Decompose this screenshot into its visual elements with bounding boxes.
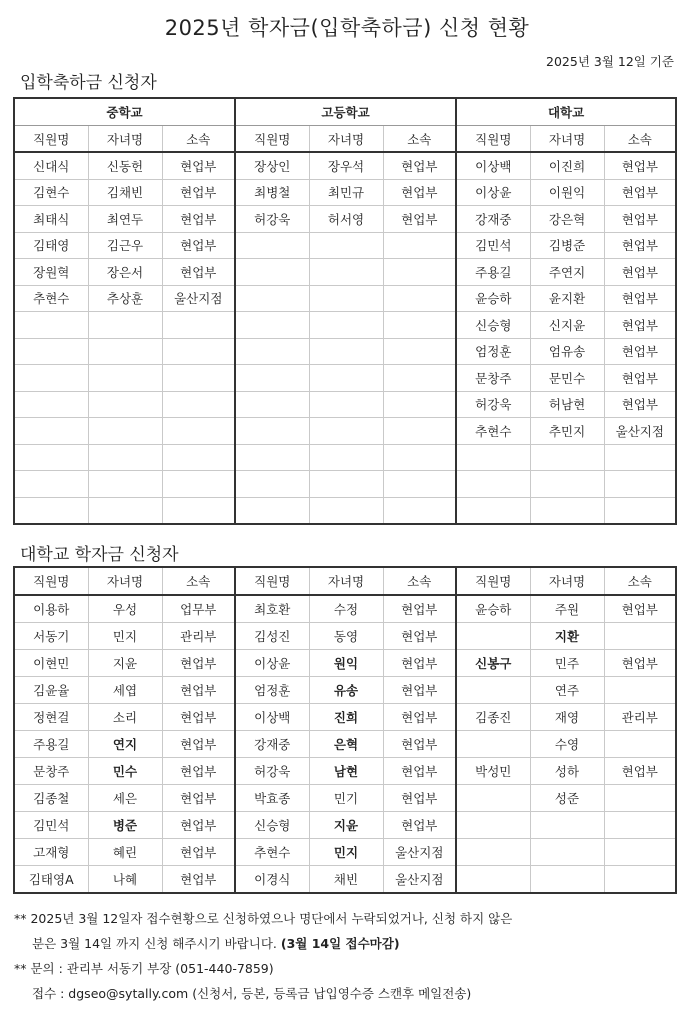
employee-name-cell <box>14 312 88 339</box>
child-name-cell: 우성 <box>88 595 162 623</box>
header-department: 소속 <box>383 126 456 153</box>
child-name-cell: 최연두 <box>88 206 162 233</box>
department-cell: 울산지점 <box>383 839 456 866</box>
employee-name-cell: 이현민 <box>14 650 88 677</box>
department-cell: 현업부 <box>604 152 676 179</box>
table-row <box>14 444 676 471</box>
child-name-cell: 지환 <box>530 623 604 650</box>
child-name-cell: 강은혁 <box>530 206 604 233</box>
employee-name-cell <box>235 471 309 498</box>
table-row <box>14 259 676 286</box>
header-employee: 직원명 <box>14 567 88 595</box>
department-cell: 현업부 <box>162 758 235 785</box>
department-cell <box>162 312 235 339</box>
employee-name-cell <box>14 391 88 418</box>
header-department: 소속 <box>604 567 676 595</box>
child-name-cell: 신동헌 <box>88 152 162 179</box>
table-row <box>14 152 676 179</box>
note-line-3: ** 문의 : 관리부 서동기 부장 (051-440-7859) <box>14 961 274 976</box>
department-cell: 현업부 <box>604 312 676 339</box>
employee-name-cell <box>14 338 88 365</box>
section-admission-title: 입학축하금 신청자 <box>20 73 157 93</box>
employee-name-cell <box>14 497 88 524</box>
department-cell: 현업부 <box>162 152 235 179</box>
employee-name-cell: 박효종 <box>235 785 309 812</box>
employee-name-cell: 장상인 <box>235 152 309 179</box>
department-cell: 현업부 <box>162 704 235 731</box>
child-name-cell: 이원익 <box>530 179 604 206</box>
employee-name-cell: 문창주 <box>456 365 530 392</box>
employee-name-cell: 서동기 <box>14 623 88 650</box>
department-cell: 현업부 <box>383 152 456 179</box>
child-name-cell: 혜린 <box>88 839 162 866</box>
child-name-cell <box>88 471 162 498</box>
employee-name-cell <box>456 497 530 524</box>
department-cell <box>383 471 456 498</box>
child-name-cell <box>530 471 604 498</box>
employee-name-cell <box>235 232 309 259</box>
department-cell: 현업부 <box>162 677 235 704</box>
child-name-cell: 재영 <box>530 704 604 731</box>
group-high-school: 고등학교 <box>235 98 456 126</box>
child-name-cell <box>530 497 604 524</box>
department-cell <box>383 444 456 471</box>
department-cell: 현업부 <box>162 259 235 286</box>
department-cell: 울산지점 <box>604 418 676 445</box>
department-cell: 현업부 <box>604 259 676 286</box>
department-cell <box>604 866 676 894</box>
department-cell: 현업부 <box>383 206 456 233</box>
header-employee: 직원명 <box>14 126 88 153</box>
child-name-cell: 유송 <box>309 677 383 704</box>
page-title: 2025년 학자금(입학축하금) 신청 현황 <box>164 16 530 40</box>
table-row <box>14 338 676 365</box>
child-name-cell: 진희 <box>309 704 383 731</box>
header-employee: 직원명 <box>456 567 530 595</box>
child-name-cell <box>309 471 383 498</box>
tuition-table <box>13 566 677 894</box>
department-cell <box>383 418 456 445</box>
table-row <box>14 704 676 731</box>
child-name-cell <box>88 497 162 524</box>
employee-name-cell: 윤승하 <box>456 285 530 312</box>
employee-name-cell: 신봉구 <box>456 650 530 677</box>
department-cell <box>604 731 676 758</box>
department-cell: 현업부 <box>383 677 456 704</box>
employee-name-cell: 엄정훈 <box>235 677 309 704</box>
child-name-cell: 주원 <box>530 595 604 623</box>
child-name-cell: 연주 <box>530 677 604 704</box>
header-department: 소속 <box>604 126 676 153</box>
employee-name-cell: 이상백 <box>235 704 309 731</box>
department-cell: 현업부 <box>383 731 456 758</box>
child-name-cell: 주연지 <box>530 259 604 286</box>
table-row <box>14 206 676 233</box>
header-department: 소속 <box>162 567 235 595</box>
child-name-cell: 민지 <box>88 623 162 650</box>
department-cell: 현업부 <box>162 206 235 233</box>
employee-name-cell: 강재중 <box>456 206 530 233</box>
department-cell: 현업부 <box>604 206 676 233</box>
note-line-4: 접수 : dgseo@sytally.com (신청서, 등본, 등록금 납입영수증 스캔후 메일전송) <box>32 986 472 1001</box>
department-cell: 현업부 <box>383 650 456 677</box>
employee-name-cell: 김성진 <box>235 623 309 650</box>
child-name-cell: 문민수 <box>530 365 604 392</box>
employee-name-cell: 신승형 <box>235 812 309 839</box>
notes <box>14 906 684 1006</box>
header-child: 자녀명 <box>88 567 162 595</box>
department-cell: 현업부 <box>604 232 676 259</box>
child-name-cell <box>309 312 383 339</box>
table-row <box>14 365 676 392</box>
table-row <box>14 785 676 812</box>
table-row <box>14 758 676 785</box>
department-cell <box>604 471 676 498</box>
employee-name-cell: 허강욱 <box>235 206 309 233</box>
child-name-cell: 김근우 <box>88 232 162 259</box>
header-department: 소속 <box>162 126 235 153</box>
child-name-cell <box>309 497 383 524</box>
table-row <box>14 285 676 312</box>
child-name-cell: 김채빈 <box>88 179 162 206</box>
child-name-cell <box>88 418 162 445</box>
employee-name-cell <box>235 444 309 471</box>
department-cell: 현업부 <box>383 595 456 623</box>
employee-name-cell: 김태영A <box>14 866 88 894</box>
department-cell <box>383 285 456 312</box>
child-name-cell: 성하 <box>530 758 604 785</box>
note-line-2 <box>14 931 684 956</box>
employee-name-cell <box>456 731 530 758</box>
department-cell <box>383 338 456 365</box>
table-row <box>14 839 676 866</box>
header-department: 소속 <box>383 567 456 595</box>
note-line-1: ** 2025년 3월 12일자 접수현황으로 신청하였으나 명단에서 누락되었거나, 신청 하지 않은 <box>14 911 513 926</box>
child-name-cell: 엄유송 <box>530 338 604 365</box>
employee-name-cell: 이상윤 <box>456 179 530 206</box>
employee-name-cell <box>456 471 530 498</box>
child-name-cell: 연지 <box>88 731 162 758</box>
child-name-cell: 수정 <box>309 595 383 623</box>
department-cell: 현업부 <box>162 866 235 894</box>
employee-name-cell: 최태식 <box>14 206 88 233</box>
employee-name-cell <box>235 285 309 312</box>
department-cell <box>604 785 676 812</box>
table-row <box>14 391 676 418</box>
table-row <box>14 471 676 498</box>
employee-name-cell <box>235 365 309 392</box>
child-name-cell: 이진희 <box>530 152 604 179</box>
child-name-cell: 허서영 <box>309 206 383 233</box>
header-child: 자녀명 <box>530 126 604 153</box>
table-row <box>14 623 676 650</box>
table-row <box>14 866 676 894</box>
table-row <box>14 595 676 623</box>
department-cell <box>383 232 456 259</box>
employee-name-cell: 허강욱 <box>235 758 309 785</box>
child-name-cell: 민기 <box>309 785 383 812</box>
department-cell: 현업부 <box>383 623 456 650</box>
employee-name-cell: 김종진 <box>456 704 530 731</box>
child-name-cell: 은혁 <box>309 731 383 758</box>
employee-name-cell: 주용길 <box>14 731 88 758</box>
employee-name-cell: 장원혁 <box>14 259 88 286</box>
child-name-cell: 허남현 <box>530 391 604 418</box>
department-cell: 현업부 <box>162 232 235 259</box>
child-name-cell: 채빈 <box>309 866 383 894</box>
department-cell: 현업부 <box>383 785 456 812</box>
header-child: 자녀명 <box>88 126 162 153</box>
table-row <box>14 179 676 206</box>
child-name-cell: 윤지환 <box>530 285 604 312</box>
employee-name-cell <box>235 259 309 286</box>
employee-name-cell: 엄정훈 <box>456 338 530 365</box>
child-name-cell <box>88 444 162 471</box>
child-name-cell <box>530 866 604 894</box>
employee-name-cell <box>235 312 309 339</box>
child-name-cell <box>530 839 604 866</box>
employee-name-cell <box>235 338 309 365</box>
child-name-cell: 장은서 <box>88 259 162 286</box>
employee-name-cell: 강재중 <box>235 731 309 758</box>
employee-name-cell <box>456 866 530 894</box>
employee-name-cell: 김종철 <box>14 785 88 812</box>
note-line-2-text: 분은 3월 14일 까지 신청 해주시기 바랍니다. <box>32 936 281 951</box>
department-cell <box>162 418 235 445</box>
header-child: 자녀명 <box>530 567 604 595</box>
header-child: 자녀명 <box>309 126 383 153</box>
department-cell <box>162 338 235 365</box>
department-cell: 현업부 <box>604 758 676 785</box>
department-cell: 현업부 <box>162 812 235 839</box>
department-cell <box>604 677 676 704</box>
child-name-cell: 소리 <box>88 704 162 731</box>
admission-table <box>13 97 677 525</box>
child-name-cell <box>88 391 162 418</box>
department-cell: 관리부 <box>604 704 676 731</box>
child-name-cell: 동영 <box>309 623 383 650</box>
table-row <box>14 731 676 758</box>
employee-name-cell <box>14 418 88 445</box>
child-name-cell: 나혜 <box>88 866 162 894</box>
employee-name-cell <box>456 677 530 704</box>
child-name-cell: 원익 <box>309 650 383 677</box>
child-name-cell <box>88 338 162 365</box>
child-name-cell: 김병준 <box>530 232 604 259</box>
department-cell: 현업부 <box>162 731 235 758</box>
department-cell: 현업부 <box>604 338 676 365</box>
department-cell: 현업부 <box>162 785 235 812</box>
employee-name-cell: 추현수 <box>14 285 88 312</box>
child-name-cell <box>309 365 383 392</box>
table-row <box>14 418 676 445</box>
child-name-cell: 민지 <box>309 839 383 866</box>
employee-name-cell <box>235 418 309 445</box>
department-cell: 현업부 <box>604 650 676 677</box>
child-name-cell: 추민지 <box>530 418 604 445</box>
child-name-cell: 병준 <box>88 812 162 839</box>
department-cell: 현업부 <box>383 704 456 731</box>
child-name-cell: 세엽 <box>88 677 162 704</box>
employee-name-cell: 고재형 <box>14 839 88 866</box>
department-cell <box>162 497 235 524</box>
department-cell: 현업부 <box>162 650 235 677</box>
department-cell <box>383 497 456 524</box>
child-name-cell: 세은 <box>88 785 162 812</box>
child-name-cell <box>309 418 383 445</box>
child-name-cell <box>309 285 383 312</box>
department-cell <box>604 497 676 524</box>
employee-name-cell <box>235 391 309 418</box>
header-child: 자녀명 <box>309 567 383 595</box>
department-cell <box>162 365 235 392</box>
reference-date: 2025년 3월 12일 기준 <box>546 54 674 69</box>
child-name-cell: 남현 <box>309 758 383 785</box>
child-name-cell: 최민규 <box>309 179 383 206</box>
department-cell: 업무부 <box>162 595 235 623</box>
employee-name-cell: 주용길 <box>456 259 530 286</box>
employee-name-cell: 이용하 <box>14 595 88 623</box>
header-employee: 직원명 <box>456 126 530 153</box>
employee-name-cell <box>456 812 530 839</box>
employee-name-cell: 문창주 <box>14 758 88 785</box>
employee-name-cell: 이상윤 <box>235 650 309 677</box>
department-cell <box>383 391 456 418</box>
department-cell <box>383 365 456 392</box>
child-name-cell: 추상훈 <box>88 285 162 312</box>
deadline-text: (3월 14일 접수마감) <box>280 936 400 951</box>
child-name-cell: 신지윤 <box>530 312 604 339</box>
employee-name-cell: 신승형 <box>456 312 530 339</box>
employee-name-cell <box>14 471 88 498</box>
employee-name-cell <box>456 623 530 650</box>
employee-name-cell: 박성민 <box>456 758 530 785</box>
employee-name-cell: 김윤율 <box>14 677 88 704</box>
child-name-cell <box>88 365 162 392</box>
employee-name-cell: 최병철 <box>235 179 309 206</box>
child-name-cell: 민주 <box>530 650 604 677</box>
table-row <box>14 232 676 259</box>
group-middle-school: 중학교 <box>14 98 235 126</box>
employee-name-cell <box>456 785 530 812</box>
child-name-cell <box>530 444 604 471</box>
employee-name-cell: 김민석 <box>456 232 530 259</box>
department-cell <box>604 623 676 650</box>
department-cell: 현업부 <box>383 812 456 839</box>
department-cell: 관리부 <box>162 623 235 650</box>
department-cell: 현업부 <box>162 179 235 206</box>
child-name-cell: 장우석 <box>309 152 383 179</box>
header-employee: 직원명 <box>235 567 309 595</box>
child-name-cell <box>309 391 383 418</box>
department-cell: 현업부 <box>604 391 676 418</box>
child-name-cell: 지윤 <box>309 812 383 839</box>
child-name-cell: 민수 <box>88 758 162 785</box>
department-cell <box>383 259 456 286</box>
employee-name-cell <box>456 444 530 471</box>
department-cell: 현업부 <box>604 179 676 206</box>
department-cell: 울산지점 <box>162 285 235 312</box>
child-name-cell <box>309 232 383 259</box>
employee-name-cell: 최호환 <box>235 595 309 623</box>
child-name-cell <box>309 259 383 286</box>
department-cell <box>162 471 235 498</box>
department-cell: 현업부 <box>162 839 235 866</box>
child-name-cell: 성준 <box>530 785 604 812</box>
employee-name-cell <box>235 497 309 524</box>
child-name-cell <box>88 312 162 339</box>
employee-name-cell <box>456 839 530 866</box>
department-cell: 현업부 <box>604 365 676 392</box>
table-row <box>14 650 676 677</box>
department-cell: 현업부 <box>604 595 676 623</box>
employee-name-cell: 윤승하 <box>456 595 530 623</box>
child-name-cell <box>530 812 604 839</box>
employee-name-cell: 추현수 <box>456 418 530 445</box>
employee-name-cell: 김민석 <box>14 812 88 839</box>
department-cell: 현업부 <box>383 758 456 785</box>
employee-name-cell <box>14 365 88 392</box>
table-row <box>14 812 676 839</box>
employee-name-cell: 추현수 <box>235 839 309 866</box>
table-row <box>14 312 676 339</box>
department-cell <box>383 312 456 339</box>
department-cell: 현업부 <box>383 179 456 206</box>
department-cell: 울산지점 <box>383 866 456 894</box>
employee-name-cell: 김태영 <box>14 232 88 259</box>
child-name-cell <box>309 444 383 471</box>
department-cell <box>604 812 676 839</box>
department-cell <box>604 444 676 471</box>
child-name-cell: 지윤 <box>88 650 162 677</box>
department-cell <box>604 839 676 866</box>
table-row <box>14 677 676 704</box>
section-tuition-title: 대학교 학자금 신청자 <box>20 545 179 565</box>
group-university: 대학교 <box>456 98 676 126</box>
employee-name-cell: 이상백 <box>456 152 530 179</box>
child-name-cell: 수영 <box>530 731 604 758</box>
department-cell <box>162 391 235 418</box>
department-cell <box>162 444 235 471</box>
department-cell: 현업부 <box>604 285 676 312</box>
employee-name-cell: 신대식 <box>14 152 88 179</box>
employee-name-cell: 이경식 <box>235 866 309 894</box>
table-row <box>14 497 676 524</box>
employee-name-cell: 김현수 <box>14 179 88 206</box>
employee-name-cell: 정현걸 <box>14 704 88 731</box>
employee-name-cell: 허강욱 <box>456 391 530 418</box>
header-employee: 직원명 <box>235 126 309 153</box>
employee-name-cell <box>14 444 88 471</box>
child-name-cell <box>309 338 383 365</box>
